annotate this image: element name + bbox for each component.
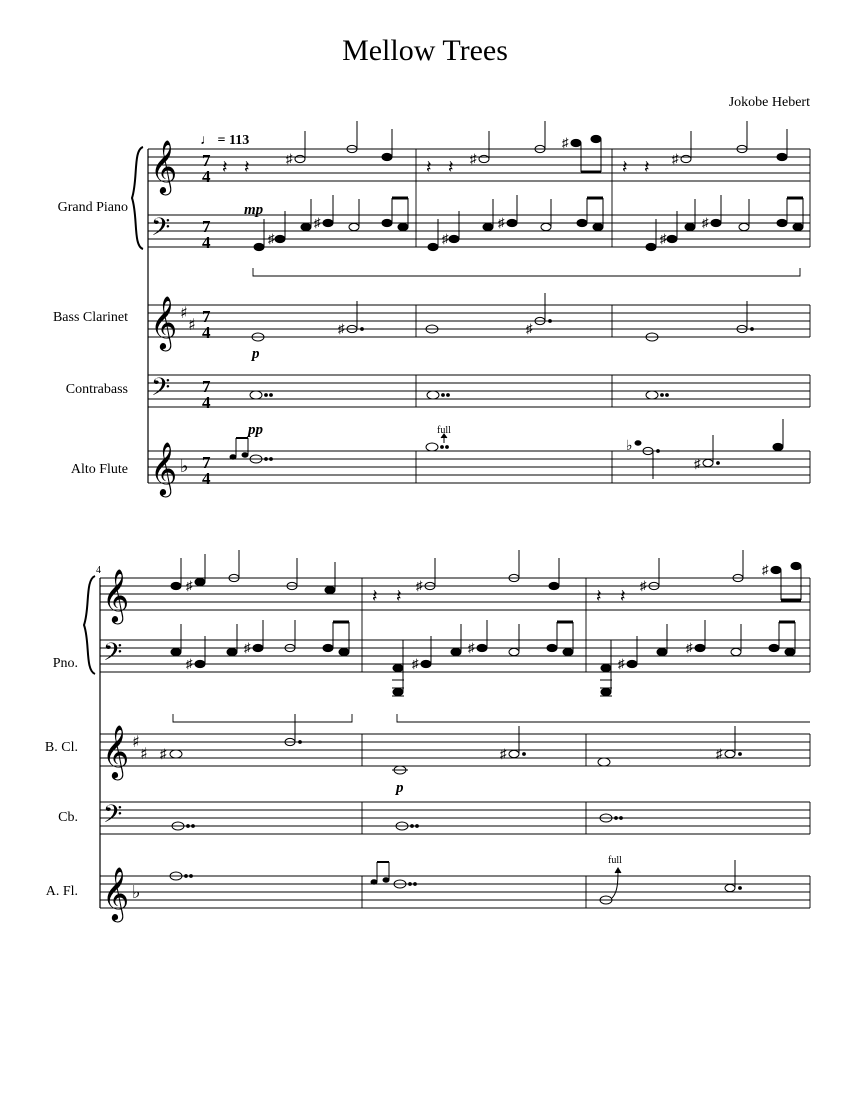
svg-text:7: 7 bbox=[202, 377, 211, 396]
svg-text:♯: ♯ bbox=[526, 321, 533, 336]
svg-text:♯: ♯ bbox=[640, 578, 647, 593]
bass-clef-icon: 𝄢 bbox=[103, 800, 123, 835]
svg-text:♯: ♯ bbox=[762, 562, 769, 577]
dynamic-mp: mp bbox=[244, 202, 264, 218]
bass-clarinet-staff bbox=[148, 305, 810, 337]
tempo-marking: ♩ = 113 bbox=[200, 133, 250, 148]
alto-flute-notes-2 bbox=[170, 860, 741, 904]
bend-marking: full bbox=[608, 855, 622, 866]
svg-text:♯: ♯ bbox=[470, 151, 477, 166]
svg-text:𝄽: 𝄽 bbox=[244, 157, 250, 177]
time-signature bbox=[202, 151, 211, 488]
alto-flute-staff-2 bbox=[100, 876, 810, 908]
instrument-label-bass-clarinet-short: B. Cl. bbox=[44, 740, 78, 755]
svg-text:♯: ♯ bbox=[416, 578, 423, 593]
svg-text:♯: ♯ bbox=[188, 315, 196, 334]
dynamic-pp: pp bbox=[248, 422, 263, 438]
svg-text:♯: ♯ bbox=[186, 656, 193, 671]
svg-text:𝄽: 𝄽 bbox=[396, 586, 402, 606]
svg-text:4: 4 bbox=[202, 167, 211, 186]
bass-clef-icon: 𝄢 bbox=[103, 638, 123, 673]
svg-text:♭: ♭ bbox=[180, 456, 189, 477]
svg-text:4: 4 bbox=[202, 323, 211, 342]
treble-clef-icon: 𝄞 bbox=[102, 724, 130, 778]
svg-text:4: 4 bbox=[202, 469, 211, 488]
svg-text:♯: ♯ bbox=[268, 231, 275, 246]
svg-text:♯: ♯ bbox=[498, 215, 505, 230]
svg-text:♯: ♯ bbox=[500, 746, 507, 761]
score-title: Mellow Trees bbox=[342, 34, 508, 67]
bass-clef-icon: 𝄢 bbox=[151, 373, 171, 408]
svg-text:𝄽: 𝄽 bbox=[448, 157, 454, 177]
contrabass-notes bbox=[250, 391, 668, 399]
treble-clef-icon: 𝄞 bbox=[102, 568, 130, 622]
alto-flute-notes bbox=[230, 419, 783, 479]
bass-clef-icon: 𝄢 bbox=[151, 213, 171, 248]
bass-clarinet-notes bbox=[250, 293, 753, 341]
svg-text:♭: ♭ bbox=[626, 439, 633, 454]
svg-text:♯: ♯ bbox=[160, 746, 167, 761]
piano-treble-staff-2 bbox=[100, 578, 810, 610]
treble-clef-icon: 𝄞 bbox=[102, 866, 130, 920]
contrabass-staff bbox=[148, 375, 810, 407]
svg-text:7: 7 bbox=[202, 151, 211, 170]
svg-text:♯: ♯ bbox=[286, 151, 293, 166]
contrabass-staff-2 bbox=[100, 802, 810, 834]
svg-text:♯: ♯ bbox=[468, 640, 475, 655]
svg-text:♯: ♯ bbox=[442, 231, 449, 246]
bass-clarinet-notes-2 bbox=[160, 714, 741, 774]
svg-text:7: 7 bbox=[202, 217, 211, 236]
svg-text:𝄽: 𝄽 bbox=[426, 157, 432, 177]
svg-text:4: 4 bbox=[202, 393, 211, 412]
svg-text:♯: ♯ bbox=[562, 135, 569, 150]
svg-text:♭: ♭ bbox=[132, 882, 141, 903]
svg-text:♯: ♯ bbox=[672, 151, 679, 166]
svg-text:♯: ♯ bbox=[132, 732, 140, 751]
instrument-label-alto-flute: Alto Flute bbox=[70, 462, 128, 477]
composer-name: Jokobe Hebert bbox=[728, 95, 810, 110]
instrument-label-contrabass: Contrabass bbox=[65, 382, 128, 397]
svg-text:𝄽: 𝄽 bbox=[622, 157, 628, 177]
svg-text:𝄽: 𝄽 bbox=[372, 586, 378, 606]
svg-text:𝄽: 𝄽 bbox=[620, 586, 626, 606]
svg-text:𝄽: 𝄽 bbox=[222, 157, 228, 177]
svg-text:7: 7 bbox=[202, 307, 211, 326]
svg-text:♯: ♯ bbox=[140, 744, 148, 763]
instrument-label-bass-clarinet: Bass Clarinet bbox=[52, 310, 128, 325]
bend-marking: full bbox=[437, 425, 451, 436]
svg-text:4: 4 bbox=[202, 233, 211, 252]
svg-text:♯: ♯ bbox=[186, 578, 193, 593]
svg-text:𝄽: 𝄽 bbox=[644, 157, 650, 177]
instrument-label-contrabass-short: Cb. bbox=[58, 810, 78, 825]
svg-text:♯: ♯ bbox=[660, 231, 667, 246]
treble-clef-icon: 𝄞 bbox=[150, 295, 178, 349]
instrument-label-alto-flute-short: A. Fl. bbox=[45, 884, 78, 899]
svg-text:𝄽: 𝄽 bbox=[596, 586, 602, 606]
svg-text:♯: ♯ bbox=[412, 656, 419, 671]
piano-bass-notes-2 bbox=[171, 620, 795, 696]
svg-text:♯: ♯ bbox=[618, 656, 625, 671]
dynamic-p: p bbox=[252, 346, 260, 362]
measure-number: 4 bbox=[96, 565, 101, 576]
instrument-label-piano-short: Pno. bbox=[52, 656, 78, 671]
svg-text:♯: ♯ bbox=[702, 215, 709, 230]
svg-text:♯: ♯ bbox=[244, 640, 251, 655]
treble-clef-icon: 𝄞 bbox=[150, 139, 178, 193]
svg-text:♯: ♯ bbox=[716, 746, 723, 761]
svg-text:♯: ♯ bbox=[338, 321, 345, 336]
instrument-label-piano: Grand Piano bbox=[57, 200, 128, 215]
dynamic-p: p bbox=[396, 780, 404, 796]
svg-text:♯: ♯ bbox=[686, 640, 693, 655]
contrabass-notes-2 bbox=[172, 814, 622, 830]
svg-text:♯: ♯ bbox=[180, 303, 188, 322]
svg-text:♯: ♯ bbox=[314, 215, 321, 230]
piano-bass-staff bbox=[148, 215, 810, 247]
treble-clef-icon: 𝄞 bbox=[150, 441, 178, 495]
bass-clarinet-staff-2 bbox=[100, 734, 810, 766]
svg-text:7: 7 bbox=[202, 453, 211, 472]
svg-text:♯: ♯ bbox=[694, 456, 701, 471]
